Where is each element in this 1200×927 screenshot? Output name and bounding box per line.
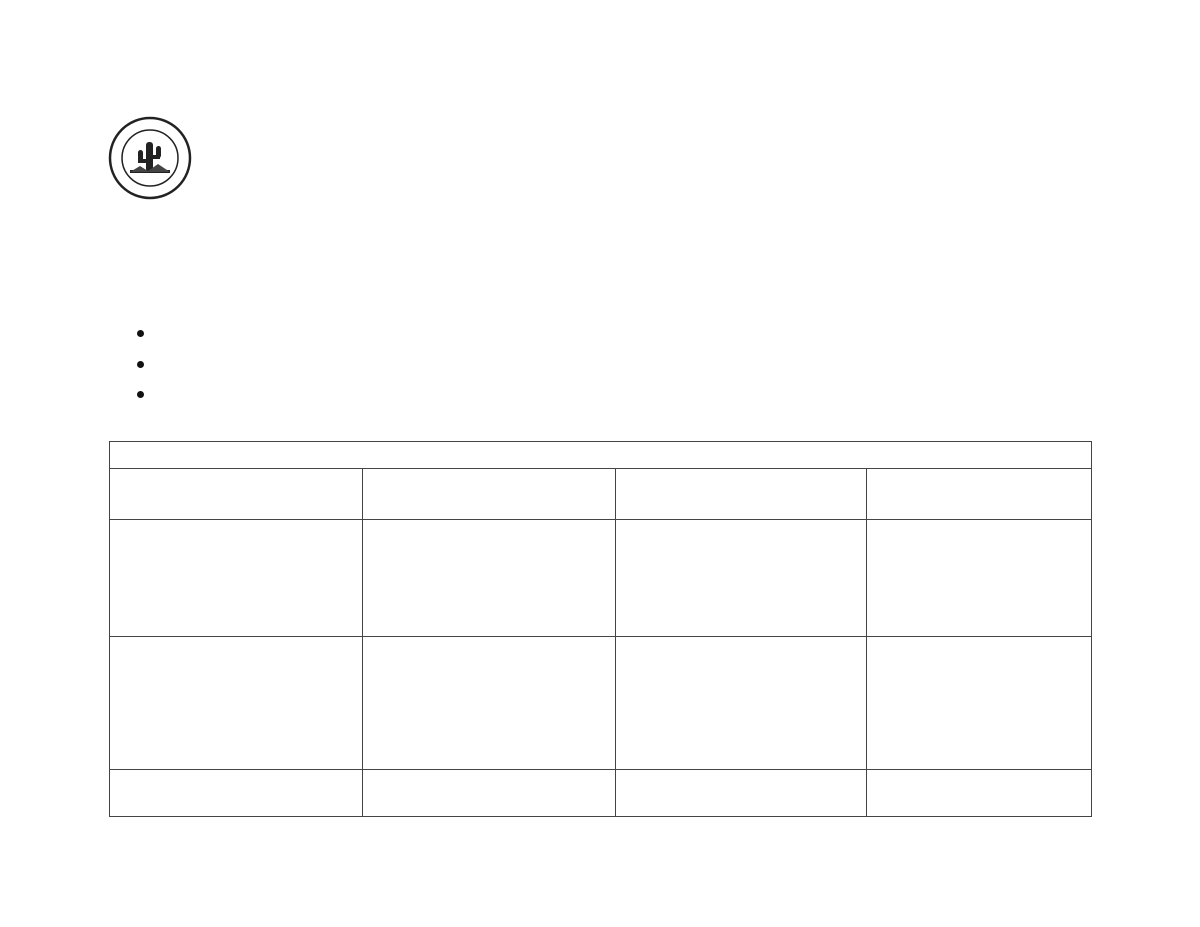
university-logo bbox=[108, 116, 478, 202]
requirements-list bbox=[129, 320, 1069, 412]
classroom-strategy-cell[interactable] bbox=[363, 770, 616, 817]
table-row bbox=[110, 520, 1092, 637]
bullet-icon bbox=[137, 361, 144, 368]
online-app-cell[interactable] bbox=[867, 770, 1092, 817]
table-row bbox=[110, 770, 1092, 817]
header-classroom-support bbox=[363, 469, 616, 520]
home-strategy-cell[interactable] bbox=[616, 520, 867, 637]
scenario-1-cell bbox=[110, 520, 363, 637]
online-app-cell[interactable] bbox=[867, 637, 1092, 770]
header-reading-challenge bbox=[110, 469, 363, 520]
table-row bbox=[110, 637, 1092, 770]
header-online-application bbox=[867, 469, 1092, 520]
scenario-table bbox=[109, 441, 1092, 817]
table-header-row bbox=[110, 469, 1092, 520]
classroom-strategy-cell[interactable] bbox=[363, 520, 616, 637]
list-item bbox=[129, 351, 1069, 382]
header-home-support bbox=[616, 469, 867, 520]
online-app-cell[interactable] bbox=[867, 520, 1092, 637]
list-item bbox=[129, 320, 1069, 351]
grade-content-row bbox=[110, 442, 1092, 469]
home-strategy-cell[interactable] bbox=[616, 770, 867, 817]
scenario-2-cell bbox=[110, 637, 363, 770]
scenario-3-cell bbox=[110, 770, 363, 817]
bullet-icon bbox=[137, 391, 144, 398]
bullet-icon bbox=[137, 330, 144, 337]
list-item bbox=[129, 381, 1069, 412]
classroom-strategy-cell[interactable] bbox=[363, 637, 616, 770]
university-seal-icon bbox=[108, 116, 192, 200]
home-strategy-cell[interactable] bbox=[616, 637, 867, 770]
